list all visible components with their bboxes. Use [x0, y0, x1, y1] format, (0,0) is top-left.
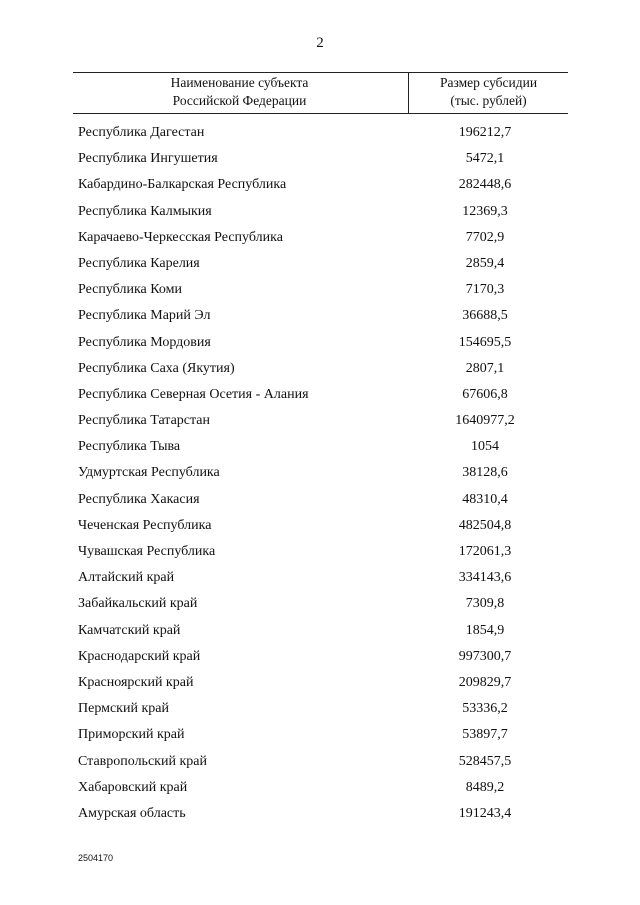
subsidy-amount: 172061,3 [458, 544, 512, 559]
table-row [0, 487, 640, 513]
table-row [0, 146, 640, 172]
region-name: Удмуртская Республика [78, 465, 220, 481]
region-name: Краснодарский край [78, 648, 201, 664]
subsidy-amount: 528457,5 [458, 753, 512, 769]
subsidy-amount: 2807,1 [465, 360, 505, 376]
region-name: Чувашская Республика [78, 544, 216, 559]
column-header-subsidy-amount [408, 73, 568, 113]
table-row [0, 801, 640, 827]
region-name: Республика Коми [78, 282, 182, 298]
table-row [0, 644, 640, 670]
table-row [0, 722, 640, 748]
table-row [0, 434, 640, 460]
subsidy-amount: 7702,9 [465, 229, 505, 245]
subsidy-amount: 7170,3 [465, 282, 505, 298]
region-name: Чеченская Республика [78, 517, 212, 533]
table-row [0, 199, 640, 225]
subsidy-amount: 154695,5 [458, 334, 512, 350]
subsidy-amount: 334143,6 [458, 570, 512, 586]
table-row [0, 696, 640, 722]
table-row [0, 539, 640, 565]
table-row [0, 618, 640, 644]
region-name: Республика Дагестан [78, 125, 205, 140]
table-row [0, 225, 640, 251]
region-name: Республика Саха (Якутия) [78, 360, 235, 376]
subsidy-amount: 191243,4 [458, 805, 512, 821]
table-row [0, 460, 640, 486]
region-name: Приморский край [78, 727, 185, 743]
region-name: Республика Калмыкия [78, 203, 212, 219]
table-row [0, 408, 640, 434]
region-name: Амурская область [78, 805, 186, 821]
table-row [0, 382, 640, 408]
table-row [0, 513, 640, 539]
subsidy-amount: 67606,8 [462, 386, 508, 402]
column-header-subsidy-amount-line1: Размер субсидии [439, 75, 538, 90]
region-name: Республика Марий Эл [78, 308, 211, 324]
region-name: Пермский край [78, 701, 169, 717]
table-header [73, 72, 568, 114]
subsidy-amount: 482504,8 [458, 517, 512, 533]
table-row [0, 330, 640, 356]
table-row [0, 749, 640, 775]
region-name: Хабаровский край [78, 779, 188, 795]
region-name: Республика Хакасия [78, 491, 200, 507]
region-name: Кабардино-Балкарская Республика [78, 177, 287, 193]
subsidy-amount: 8489,2 [465, 779, 505, 795]
region-name: Республика Тыва [78, 439, 181, 455]
subsidy-amount: 209829,7 [458, 674, 512, 690]
column-header-region-name-line1: Наименование субъекта [170, 75, 309, 90]
subsidy-amount: 53336,2 [462, 701, 508, 717]
table-row [0, 775, 640, 801]
subsidy-amount: 12369,3 [462, 203, 508, 219]
region-name: Алтайский край [78, 570, 175, 586]
column-header-subsidy-amount-line2: (тыс. рублей) [450, 93, 527, 108]
subsidy-amount: 1854,9 [465, 622, 505, 638]
region-name: Республика Татарстан [78, 413, 211, 429]
subsidy-amount: 2859,4 [465, 255, 505, 271]
page-number: 2 [316, 35, 324, 51]
subsidy-amount: 1640977,2 [455, 413, 515, 429]
subsidy-amount: 53897,7 [462, 727, 508, 743]
document-code: 2504170 [78, 853, 114, 863]
table-row [0, 565, 640, 591]
table-row [0, 172, 640, 198]
table-row [0, 303, 640, 329]
region-name: Красноярский край [78, 674, 194, 690]
table-row [0, 356, 640, 382]
region-name: Республика Ингушетия [78, 151, 218, 167]
subsidy-amount: 38128,6 [462, 465, 508, 481]
subsidy-amount: 282448,6 [458, 177, 512, 193]
region-name: Забайкальский край [78, 596, 198, 612]
region-name: Карачаево-Черкесская Республика [78, 229, 283, 245]
table-row [0, 670, 640, 696]
region-name: Республика Северная Осетия - Алания [78, 386, 309, 402]
column-header-region-name-line2: Российской Федерации [172, 93, 307, 108]
subsidy-amount: 196212,7 [458, 125, 512, 140]
region-name: Ставропольский край [78, 753, 207, 769]
subsidy-amount: 36688,5 [462, 308, 508, 324]
region-name: Камчатский край [78, 622, 181, 638]
table-row [0, 251, 640, 277]
table-row [0, 120, 640, 146]
subsidy-amount: 997300,7 [458, 648, 512, 664]
column-header-region-name [73, 73, 406, 113]
table-row [0, 591, 640, 617]
table-body [0, 120, 640, 827]
subsidy-amount: 7309,8 [465, 596, 505, 612]
subsidy-amount: 1054 [471, 439, 499, 455]
region-name: Республика Мордовия [78, 334, 211, 350]
table-row [0, 277, 640, 303]
subsidy-amount: 48310,4 [462, 491, 508, 507]
subsidy-amount: 5472,1 [465, 151, 505, 167]
region-name: Республика Карелия [78, 255, 200, 271]
